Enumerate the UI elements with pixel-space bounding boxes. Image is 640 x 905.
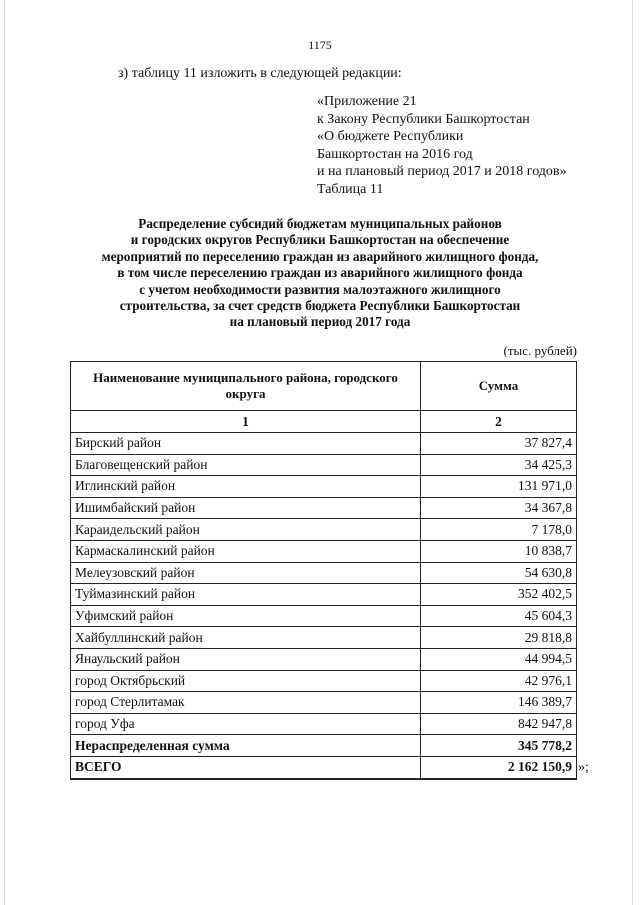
annex-line: и на плановый период 2017 и 2018 годов» — [317, 164, 567, 179]
units-label: (тыс. рублей) — [503, 343, 577, 358]
table-row — [71, 562, 577, 584]
row-amount: 54 630,8 — [421, 562, 577, 584]
title-line: в том числе переселению граждан из аварийного жилищного фонда — [117, 265, 523, 281]
row-amount: 37 827,4 — [421, 433, 577, 455]
row-name: город Октябрьский — [71, 670, 421, 692]
row-name: город Уфа — [71, 713, 421, 735]
row-name: Хайбуллинский район — [71, 627, 421, 649]
annex-line: Таблица 11 — [317, 181, 384, 197]
table-row — [71, 713, 577, 735]
row-name: ВСЕГО — [71, 756, 421, 778]
title-line: мероприятий по переселению граждан из аварийного жилищного фонда, — [101, 248, 539, 264]
row-amount: 45 604,3 — [421, 605, 577, 627]
annex-line: к Закону Республики Башкортостан — [317, 111, 530, 127]
annex-reference — [317, 93, 567, 198]
row-name: Кармаскалинский район — [71, 540, 421, 562]
table-row — [71, 540, 577, 562]
row-amount: 131 971,0 — [421, 476, 577, 498]
row-name: Туймазинский район — [71, 584, 421, 606]
row-name: Иглинский район — [71, 476, 421, 498]
column-number: 1 — [71, 411, 421, 433]
row-amount: 29 818,8 — [421, 627, 577, 649]
page-number: 1175 — [308, 38, 332, 52]
title-line: на плановый период 2017 года — [229, 314, 411, 330]
row-amount: 2 162 150,9 — [421, 756, 577, 778]
row-amount: 34 367,8 — [421, 497, 577, 519]
table-row — [71, 735, 577, 757]
document-title — [40, 216, 600, 331]
title-line: и городских округов Республики Башкортостан на обеспечение — [130, 232, 510, 248]
title-line: с учетом необходимости развития малоэтажного жилищного — [139, 281, 501, 297]
table-header-row — [71, 362, 577, 411]
table-row — [71, 433, 577, 455]
annex-line: Башкортостан на 2016 год — [317, 146, 473, 162]
table-row — [71, 648, 577, 670]
row-amount: 10 838,7 — [421, 540, 577, 562]
annex-line: «Приложение 21 — [317, 94, 417, 109]
row-name: город Стерлитамак — [71, 692, 421, 714]
title-line: строительства, за счет средств бюджета Республики Башкортостан — [119, 298, 521, 314]
table-row — [71, 497, 577, 519]
header-name: Наименование муниципального района, городского округа — [71, 362, 421, 411]
header-amount: Сумма — [421, 362, 577, 411]
intro-text: з) таблицу 11 изложить в следующей редакции: — [118, 66, 402, 81]
table-row — [71, 584, 577, 606]
title-line: Распределение субсидий бюджетам муниципальных районов — [138, 216, 502, 231]
row-name: Янаульский район — [71, 648, 421, 670]
row-amount: 42 976,1 — [421, 670, 577, 692]
row-amount: 44 994,5 — [421, 648, 577, 670]
table-row — [71, 756, 577, 778]
table-row — [71, 605, 577, 627]
row-name: Ишимбайский район — [71, 497, 421, 519]
annex-line: «О бюджете Республики — [317, 129, 464, 144]
table-row — [71, 692, 577, 714]
row-amount: 146 389,7 — [421, 692, 577, 714]
row-amount: 842 947,8 — [421, 713, 577, 735]
table-row — [71, 519, 577, 541]
row-name: Бирский район — [71, 433, 421, 455]
row-amount: 7 178,0 — [421, 519, 577, 541]
row-name: Благовещенский район — [71, 454, 421, 476]
row-name: Нераспределенная сумма — [71, 735, 421, 757]
table-row — [71, 670, 577, 692]
row-amount: 345 778,2 — [421, 735, 577, 757]
row-name: Мелеузовский район — [71, 562, 421, 584]
subsidy-table — [70, 361, 577, 780]
row-amount: 34 425,3 — [421, 454, 577, 476]
row-amount: 352 402,5 — [421, 584, 577, 606]
table-row — [71, 476, 577, 498]
row-name: Уфимский район — [71, 605, 421, 627]
table-row — [71, 627, 577, 649]
column-number-row — [71, 411, 577, 433]
closing-quote: »; — [578, 760, 589, 775]
table-row — [71, 454, 577, 476]
column-number: 2 — [421, 411, 577, 433]
row-name: Караидельский район — [71, 519, 421, 541]
